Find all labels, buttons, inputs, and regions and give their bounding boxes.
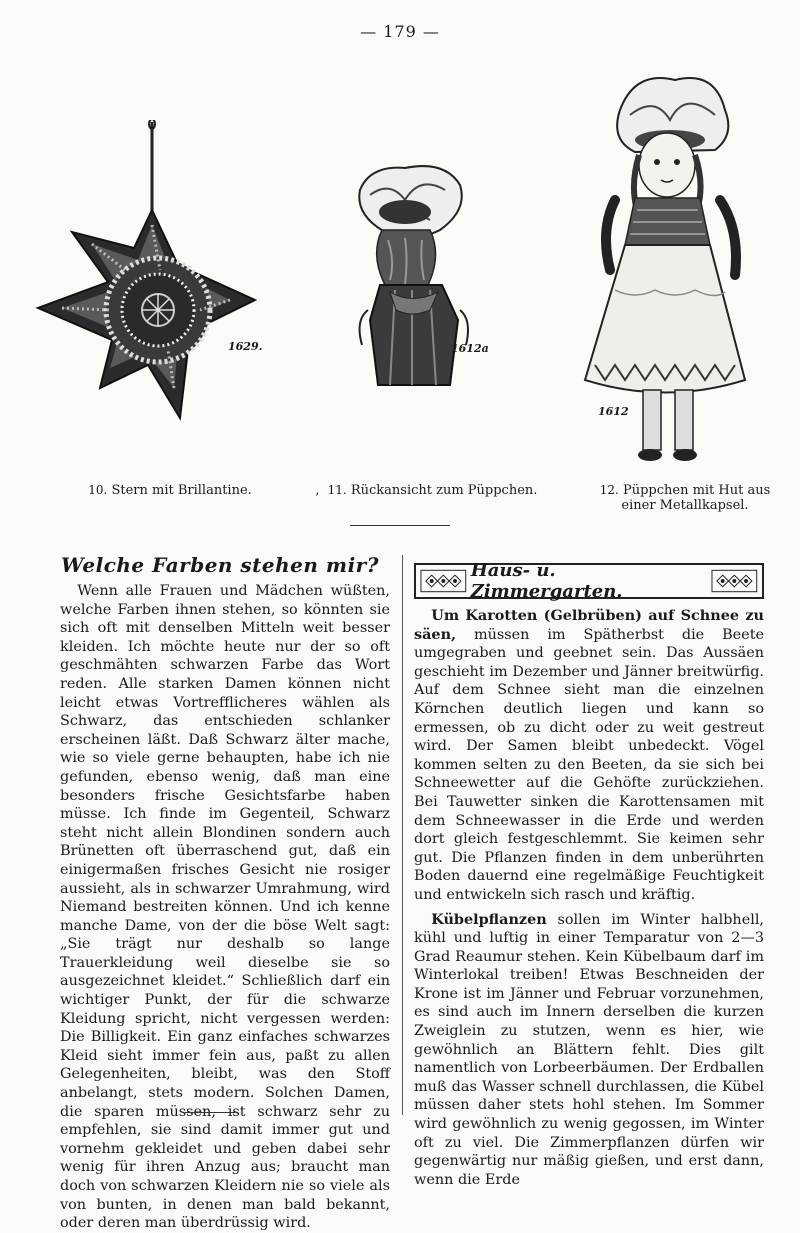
star-ornament-illustration xyxy=(30,120,270,425)
carrots-paragraph xyxy=(414,607,764,905)
section-divider xyxy=(350,525,450,526)
caption-figure-10: 10. Stern mit Brillantine. xyxy=(88,483,252,498)
left-article-body xyxy=(60,582,390,1233)
tub-plants-lead: Kübelpflanzen xyxy=(431,910,547,928)
caption-figure-11: 11. Rückansicht zum Püppchen. xyxy=(327,483,538,498)
right-article-body xyxy=(414,607,764,1189)
tub-plants-paragraph xyxy=(414,911,764,1190)
figure-tag-1612: 1612 xyxy=(598,405,629,418)
carrots-lead: Um Karotten (Gelbrüben) auf Schnee zu säen, xyxy=(414,607,764,643)
carrots-text: müssen im Spätherbst die Beete umgegraben und geebnet sein. Das Aussäen geschieht im Dezember und Jänner breitwürfig. Auf dem Schnee sieht man die einzelnen Körnchen deutlich liegen und kann so ermessen, ob zu dicht oder zu weit gestreut wird. Der Samen bleibt unbedeckt. Vögel kommen selten zu den Beeten, da sie sich bei Schneewetter auf die Gehöfte zurückziehen. Bei Tauwetter sinken die Karottensamen mit dem Schneewasser in die Erde und werden dort gleich festgeschlemmt. Sie keimen sehr gut. Die Pflanzen finden in dem unberührten Boden dauernd eine regelmäßige Feuchtigkeit und entwickeln sich rasch und kräftig. xyxy=(414,626,764,903)
doll-back-view-illustration xyxy=(350,160,480,390)
left-column-end-rule xyxy=(185,1112,235,1113)
right-article-title: Haus- u. Zimmergarten. xyxy=(470,560,623,602)
caption-separator: , xyxy=(315,483,320,498)
page-number: — 179 — xyxy=(360,22,440,41)
tub-plants-text: sollen im Winter halbhell, kühl und luftig in einer Temparatur von 2—3 Grad Reaumur stehen. Kein Kübelbaum darf im Winterlokal treiben! Etwas Beschneiden der Krone ist im Jänner und Februar vorzunehmen, es sind auch im Innern derselben die kurzen Zweiglein zu stutzen, wenn es hier, wie gewöhnlich an Blättern fehlt. Dies gilt namentlich von Lorbeerbäumen. Der Erdballen muß das Wasser schnell durchlassen, die Kübel müssen daher stets hohl stehen. Im Sommer wird gewöhnlich zu wenig gegossen, im Winter oft zu viel. Die Zimmerpflanzen dürfen wir gegenwärtig nur mäßig gießen, und erst dann, wenn die Erde xyxy=(414,911,764,1188)
left-article-paragraph: Wenn alle Frauen und Mädchen wüßten, welche Farben ihnen stehen, so könnten sie sich oft mit denselben Mitteln weit besser kleiden. Ich möchte heute nur der so oft geschmähten schwarzen Farbe das Wort reden. Alle starken Damen können nicht leicht etwas Vortrefflicheres wählen als Schwarz, das entschieden schlanker erscheinen läßt. Daß Schwarz älter mache, wie so viele gerne behaupten, habe ich nie gefunden, ebenso wenig, daß man eine besonders frische Gesichtsfarbe haben müsse. Ich finde im Gegenteil, Schwarz steht nicht allein Blondinen sondern auch Brünetten oft überraschend gut, daß ein einigermaßen frisches Gesicht nie rosiger aussieht, als in schwarzer Umrahmung, wird Niemand bestreiten können. Und ich kenne manche Dame, von der die böse Welt sagt: „Sie trägt nur deshalb so lange Trauerkleidung weil dieselbe sie so ausgezeichnet kleidet.“ Schließlich darf ein wichtiger Punkt, der für die schwarze Kleidung spricht, nicht vergessen werden: Die Billigkeit. Ein ganz einfaches schwarzes Kleid sieht immer fein aus, paßt zu allen Gelegenheiten, bleibt, was den Stoff anbelangt, stets modern. Solchen Damen, die sparen müssen, ist schwarz sehr zu empfehlen, sie sind damit immer gut und vornehm gekleidet und geben dabei sehr wenig für ihren Anzug aus; braucht man doch von schwarzen Kleidern nie so viele als von bunten, in denen man bald bekannt, oder deren man überdrüssig wird. xyxy=(60,583,390,1232)
ornament-left-icon xyxy=(420,569,467,593)
ornament-right-icon xyxy=(711,569,758,593)
caption-figure-12: 12. Püppchen mit Hut aus einer Metallkapsel. xyxy=(599,483,771,513)
figure-tag-1629: 1629. xyxy=(228,340,263,353)
column-divider xyxy=(402,555,403,1115)
figure-tag-1612a: 1612a xyxy=(451,342,489,355)
right-article-title-box xyxy=(414,560,764,602)
left-article-title: Welche Farben stehen mir? xyxy=(61,553,379,577)
